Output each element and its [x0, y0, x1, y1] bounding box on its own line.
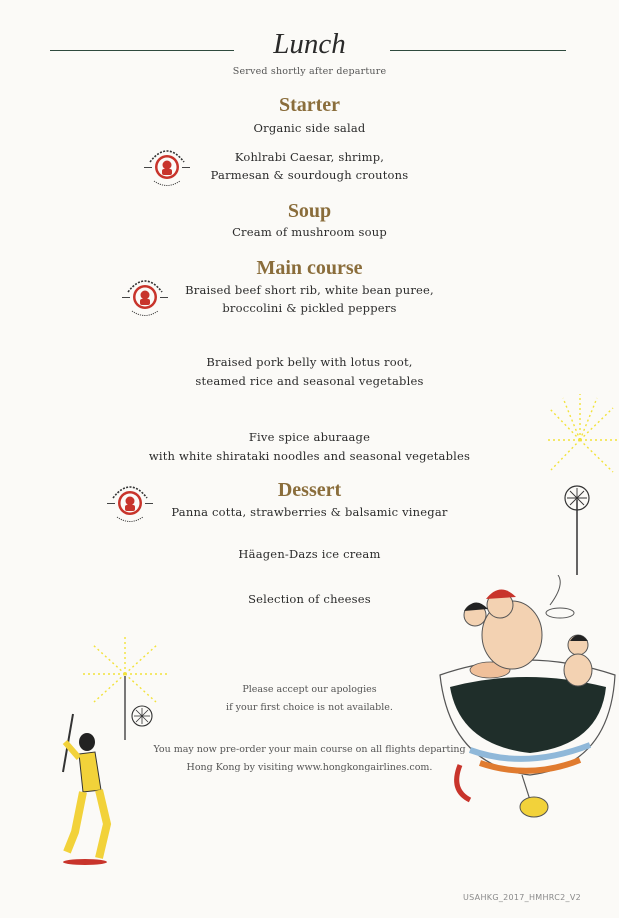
menu-item: Panna cotta, strawberries & balsamic vinegar	[171, 505, 448, 519]
menu-item: Braised beef short rib, white bean puree,	[185, 283, 434, 297]
cockscomb-logo-icon	[118, 270, 172, 324]
menu-item: steamed rice and seasonal vegetables	[195, 374, 424, 388]
cockscomb-logo-icon	[140, 140, 194, 194]
hotpot-bath-illustration-icon	[430, 575, 619, 820]
firework-illustration-icon	[545, 390, 619, 580]
menu-item: Cream of mushroom soup	[232, 225, 387, 239]
section-heading-soup: Soup	[287, 200, 332, 222]
menu-item: broccolini & pickled peppers	[222, 301, 397, 315]
apology-note-line1: Please accept our apologies	[242, 684, 377, 695]
martial-artist-illustration-icon	[55, 712, 125, 867]
menu-item: Häagen-Dazs ice cream	[238, 547, 381, 561]
menu-item: Organic side salad	[253, 121, 366, 135]
menu-title: Lunch	[273, 28, 346, 60]
menu-item: Selection of cheeses	[248, 592, 371, 606]
preorder-note-line1: You may now pre-order your main course on all flights departing	[153, 744, 466, 755]
menu-item: with white shirataki noodles and seasonal vegetables	[148, 449, 471, 463]
cockscomb-logo-icon	[103, 476, 157, 530]
section-heading-dessert: Dessert	[277, 479, 342, 501]
preorder-note-line2: Hong Kong by visiting www.hongkongairlines.com.	[186, 762, 433, 773]
menu-item: Five spice aburaage	[248, 430, 371, 444]
apology-note-line2: if your first choice is not available.	[226, 702, 393, 713]
section-heading-starter: Starter	[278, 94, 341, 116]
menu-subtitle: Served shortly after departure	[232, 66, 387, 77]
menu-code: USAHKG_2017_HMHRC2_V2	[463, 893, 582, 902]
section-heading-main-course: Main course	[256, 257, 363, 279]
menu-item: Braised pork belly with lotus root,	[206, 355, 413, 369]
menu-item: Kohlrabi Caesar, shrimp,	[234, 150, 385, 164]
menu-item: Parmesan & sourdough croutons	[210, 168, 409, 182]
